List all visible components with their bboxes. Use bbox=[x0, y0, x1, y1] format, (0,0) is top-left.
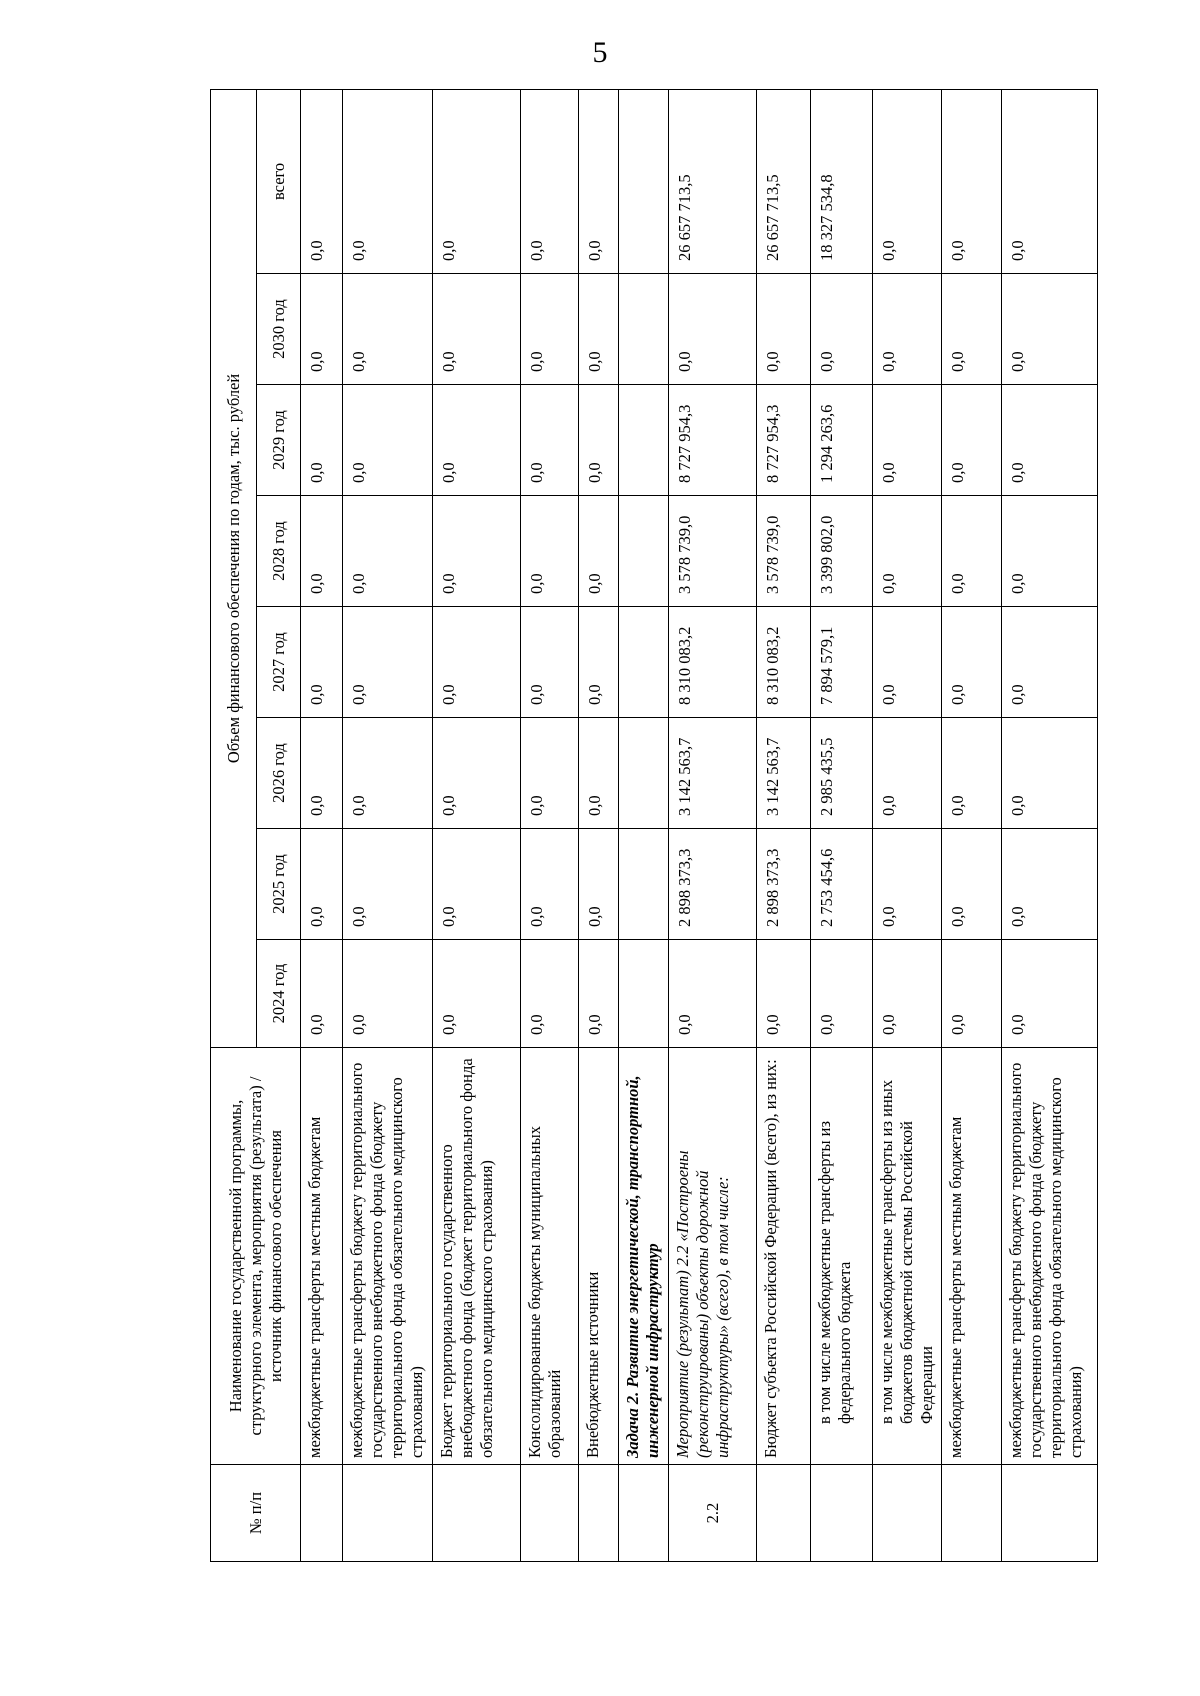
row-value: 0,0 bbox=[301, 385, 343, 496]
row-value: 0,0 bbox=[757, 940, 811, 1048]
row-value: 0,0 bbox=[579, 940, 619, 1048]
row-name: межбюджетные трансферты местным бюджетам bbox=[301, 1048, 343, 1465]
row-num bbox=[579, 1465, 619, 1562]
row-value: 0,0 bbox=[343, 274, 433, 385]
row-value: 0,0 bbox=[343, 718, 433, 829]
row-value: 0,0 bbox=[1002, 607, 1098, 718]
row-value: 0,0 bbox=[343, 829, 433, 940]
row-value: 0,0 bbox=[433, 496, 521, 607]
table-row bbox=[343, 89, 433, 1561]
row-name: Мероприятие (результат) 2.2 «Построены (реконструированы) объекты дорожной инфраструктуры» (всего), в том числе: bbox=[669, 1048, 757, 1465]
row-value: 0,0 bbox=[579, 496, 619, 607]
row-value: 0,0 bbox=[521, 274, 579, 385]
row-value: 0,0 bbox=[433, 274, 521, 385]
row-value: 0,0 bbox=[942, 829, 1002, 940]
row-value: 0,0 bbox=[757, 274, 811, 385]
row-value: 0,0 bbox=[873, 274, 942, 385]
row-num bbox=[301, 1465, 343, 1562]
row-value: 0,0 bbox=[1002, 829, 1098, 940]
row-value: 0,0 bbox=[579, 718, 619, 829]
finance-table bbox=[210, 89, 1098, 1562]
row-name: межбюджетные трансферты бюджету территориального государственного внебюджетного фонда (бюджету территориального фонда обязательного медицинского страхования) bbox=[343, 1048, 433, 1465]
row-name: в том числе межбюджетные трансферты из федерального бюджета bbox=[811, 1048, 873, 1465]
row-value: 3 399 802,0 bbox=[811, 496, 873, 607]
row-value: 2 898 373,3 bbox=[669, 829, 757, 940]
row-value: 0,0 bbox=[873, 718, 942, 829]
finance-table-rotated bbox=[210, 90, 1085, 1562]
row-value: 0,0 bbox=[811, 940, 873, 1048]
row-value: 0,0 bbox=[1002, 940, 1098, 1048]
header-year: 2024 год bbox=[257, 940, 301, 1048]
row-name: в том числе межбюджетные трансферты из иных бюджетов бюджетной системы Российской Федерации bbox=[873, 1048, 942, 1465]
row-value: 8 727 954,3 bbox=[757, 385, 811, 496]
table-row bbox=[579, 89, 619, 1561]
row-value: 0,0 bbox=[1002, 274, 1098, 385]
row-total: 0,0 bbox=[343, 89, 433, 273]
row-value: 0,0 bbox=[301, 718, 343, 829]
row-value: 0,0 bbox=[521, 829, 579, 940]
row-num bbox=[757, 1465, 811, 1562]
row-value: 0,0 bbox=[521, 607, 579, 718]
table-row bbox=[301, 89, 343, 1561]
row-value: 0,0 bbox=[433, 829, 521, 940]
row-value: 0,0 bbox=[579, 607, 619, 718]
row-total: 26 657 713,5 bbox=[669, 89, 757, 273]
row-value: 0,0 bbox=[433, 385, 521, 496]
row-value: 0,0 bbox=[301, 274, 343, 385]
row-name: Задача 2. Развитие энергетической, транспортной, инженерной инфраструктур bbox=[619, 1048, 669, 1465]
row-num: 2.2 bbox=[669, 1465, 757, 1562]
row-value: 0,0 bbox=[942, 940, 1002, 1048]
table-row bbox=[811, 89, 873, 1561]
table-row bbox=[433, 89, 521, 1561]
row-value: 0,0 bbox=[521, 940, 579, 1048]
row-value: 0,0 bbox=[433, 718, 521, 829]
header-name: Наименование государственной программы, структурного элемента, мероприятия (результата) / источник финансового обеспечения bbox=[211, 1048, 301, 1465]
row-value: 3 578 739,0 bbox=[669, 496, 757, 607]
row-value: 0,0 bbox=[1002, 718, 1098, 829]
row-total: 0,0 bbox=[579, 89, 619, 273]
row-num bbox=[942, 1465, 1002, 1562]
row-value: 0,0 bbox=[301, 496, 343, 607]
row-value: 0,0 bbox=[942, 385, 1002, 496]
row-value: 0,0 bbox=[873, 385, 942, 496]
row-value: 0,0 bbox=[942, 718, 1002, 829]
row-value: 0,0 bbox=[873, 829, 942, 940]
row-value bbox=[619, 496, 669, 607]
row-value: 3 142 563,7 bbox=[757, 718, 811, 829]
header-group: Объем финансового обеспечения по годам, тыс. рублей bbox=[211, 89, 257, 1047]
row-num bbox=[521, 1465, 579, 1562]
row-value: 8 727 954,3 bbox=[669, 385, 757, 496]
row-total bbox=[619, 89, 669, 273]
row-value: 8 310 083,2 bbox=[669, 607, 757, 718]
row-value: 1 294 263,6 bbox=[811, 385, 873, 496]
page-number: 5 bbox=[592, 36, 608, 69]
row-value: 2 985 435,5 bbox=[811, 718, 873, 829]
row-total: 0,0 bbox=[873, 89, 942, 273]
row-value: 0,0 bbox=[343, 940, 433, 1048]
row-value: 0,0 bbox=[942, 496, 1002, 607]
row-value: 0,0 bbox=[579, 385, 619, 496]
row-value: 3 142 563,7 bbox=[669, 718, 757, 829]
table-row bbox=[669, 89, 757, 1561]
row-value: 0,0 bbox=[301, 607, 343, 718]
row-value bbox=[619, 829, 669, 940]
row-value: 0,0 bbox=[433, 607, 521, 718]
row-value: 0,0 bbox=[301, 829, 343, 940]
row-value: 0,0 bbox=[343, 496, 433, 607]
row-value: 8 310 083,2 bbox=[757, 607, 811, 718]
row-value: 0,0 bbox=[942, 274, 1002, 385]
header-year: 2030 год bbox=[257, 274, 301, 385]
row-num bbox=[619, 1465, 669, 1562]
row-total: 0,0 bbox=[942, 89, 1002, 273]
row-total: 18 327 534,8 bbox=[811, 89, 873, 273]
row-value: 0,0 bbox=[301, 940, 343, 1048]
row-value: 0,0 bbox=[669, 274, 757, 385]
header-year: 2025 год bbox=[257, 829, 301, 940]
row-value: 0,0 bbox=[1002, 496, 1098, 607]
row-value: 2 898 373,3 bbox=[757, 829, 811, 940]
row-value bbox=[619, 385, 669, 496]
row-total: 0,0 bbox=[433, 89, 521, 273]
row-name: Бюджет территориального государственного внебюджетного фонда (бюджет территориального фонда обязательного медицинского страхования) bbox=[433, 1048, 521, 1465]
row-total: 0,0 bbox=[521, 89, 579, 273]
header-year: 2027 год bbox=[257, 607, 301, 718]
row-value: 0,0 bbox=[521, 718, 579, 829]
row-value: 0,0 bbox=[343, 385, 433, 496]
row-total: 0,0 bbox=[1002, 89, 1098, 273]
table-row bbox=[619, 89, 669, 1561]
header-total: всего bbox=[257, 89, 301, 273]
row-value: 0,0 bbox=[579, 274, 619, 385]
row-value: 0,0 bbox=[873, 607, 942, 718]
row-total: 0,0 bbox=[301, 89, 343, 273]
row-value: 0,0 bbox=[873, 496, 942, 607]
row-value: 0,0 bbox=[343, 607, 433, 718]
row-value: 0,0 bbox=[579, 829, 619, 940]
row-value: 0,0 bbox=[521, 496, 579, 607]
table-row bbox=[873, 89, 942, 1561]
row-value: 0,0 bbox=[433, 940, 521, 1048]
row-value bbox=[619, 607, 669, 718]
table-row bbox=[942, 89, 1002, 1561]
row-value: 2 753 454,6 bbox=[811, 829, 873, 940]
row-num bbox=[343, 1465, 433, 1562]
row-value: 0,0 bbox=[521, 385, 579, 496]
row-value bbox=[619, 274, 669, 385]
header-num: № п/п bbox=[211, 1465, 301, 1562]
row-total: 26 657 713,5 bbox=[757, 89, 811, 273]
row-name: Консолидированные бюджеты муниципальных образований bbox=[521, 1048, 579, 1465]
row-value: 0,0 bbox=[669, 940, 757, 1048]
header-year: 2029 год bbox=[257, 385, 301, 496]
row-num bbox=[1002, 1465, 1098, 1562]
header-year: 2028 год bbox=[257, 496, 301, 607]
table-row bbox=[757, 89, 811, 1561]
row-name: межбюджетные трансферты местным бюджетам bbox=[942, 1048, 1002, 1465]
table-row bbox=[521, 89, 579, 1561]
row-num bbox=[873, 1465, 942, 1562]
row-value: 0,0 bbox=[942, 607, 1002, 718]
row-value: 0,0 bbox=[873, 940, 942, 1048]
row-num bbox=[433, 1465, 521, 1562]
row-num bbox=[811, 1465, 873, 1562]
row-name: Внебюджетные источники bbox=[579, 1048, 619, 1465]
row-value: 3 578 739,0 bbox=[757, 496, 811, 607]
header-year: 2026 год bbox=[257, 718, 301, 829]
row-name: Бюджет субъекта Российской Федерации (всего), из них: bbox=[757, 1048, 811, 1465]
row-value: 0,0 bbox=[811, 274, 873, 385]
row-value: 7 894 579,1 bbox=[811, 607, 873, 718]
row-value bbox=[619, 940, 669, 1048]
table-row bbox=[1002, 89, 1098, 1561]
row-value bbox=[619, 718, 669, 829]
row-name: межбюджетные трансферты бюджету территориального государственного внебюджетного фонда (бюджету территориального фонда обязательного медицинского страхования) bbox=[1002, 1048, 1098, 1465]
row-value: 0,0 bbox=[1002, 385, 1098, 496]
